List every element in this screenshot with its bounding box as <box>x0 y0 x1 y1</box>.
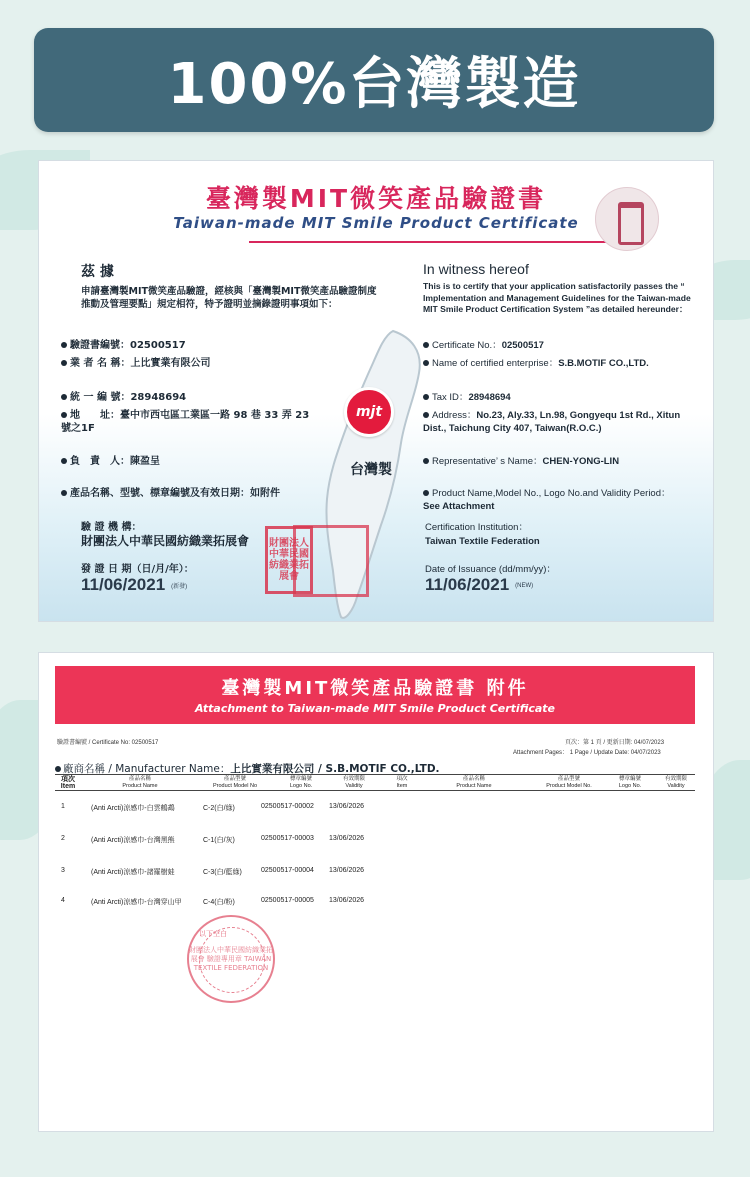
column-header: 標章編號 Logo No. <box>618 776 642 789</box>
certificate-title-zh: 臺灣製MIT微笑產品驗證書 <box>205 184 547 213</box>
tax-id-zh: 統 一 編 號：28948694 <box>61 391 186 404</box>
banner-title: 100%台灣製造 <box>167 52 581 117</box>
table-row <box>55 801 695 815</box>
cell-item: 2 <box>61 835 65 842</box>
column-header: 有效期限 Validity <box>342 776 365 789</box>
certificate-attachment <box>38 652 714 1132</box>
cell-validity: 13/06/2026 <box>329 897 365 904</box>
cert-no-en: Certificate No.：02500517 <box>423 339 544 352</box>
date-label-zh: 發 證 日 期（日/月/年）： <box>81 564 194 575</box>
cert-no-zh: 驗證書編號：02500517 <box>61 339 186 352</box>
cell-logo: 02500517-00004 <box>261 867 314 874</box>
cell-model: C-1(白/灰) <box>203 837 235 844</box>
column-header: 項次 Item <box>60 776 76 790</box>
cell-model: C-2(白/綠) <box>203 805 235 812</box>
column-header: 產品型號 Product Model No <box>212 776 258 789</box>
cell-logo: 02500517-00003 <box>261 835 314 842</box>
title-rule <box>249 241 609 243</box>
institution-label-en: Certification Institution： <box>425 522 528 533</box>
cell-item: 4 <box>61 897 65 904</box>
attachment-cert-no: 驗證書編號 / Certificate No: 02500517 <box>57 740 159 746</box>
cell-logo: 02500517-00005 <box>261 897 314 904</box>
table-row <box>55 833 695 847</box>
attachment-header <box>55 666 695 724</box>
cell-validity: 13/06/2026 <box>329 803 365 810</box>
cell-item: 1 <box>61 803 65 810</box>
date-label-en: Date of Issuance (dd/mm/yy)： <box>425 564 556 575</box>
heading-zh: 茲 據 <box>81 264 114 280</box>
manufacturer-name: 廠商名稱 / Manufacturer Name：上比實業有限公司 / S.B.MOTIF CO.,LTD. <box>55 761 440 776</box>
cell-logo: 02500517-00002 <box>261 803 314 810</box>
address-en: Address：No.23, Aly.33, Ln.98, Gongyequ 1st Rd., Xitun Dist., Taichung City 407, Taiwan(R.O.C.) <box>423 410 681 434</box>
enterprise-en: Name of certified enterprise：S.B.MOTIF CO.,LTD. <box>423 357 649 370</box>
intro-zh <box>81 261 381 311</box>
attachment-title-zh: 臺灣製MIT微笑產品驗證書 附件 <box>221 678 529 699</box>
issue-date-zh: 11/06/2021 (新發) <box>81 575 188 594</box>
cell-validity: 13/06/2026 <box>329 867 365 874</box>
attachment-pages-zh: 頁次：第 1 頁 / 更新日期: 04/07/2023 <box>565 740 665 746</box>
cell-model: C-4(白/粉) <box>203 899 235 906</box>
emblem-icon <box>595 187 659 251</box>
heading-en: In witness hereof <box>423 261 529 277</box>
mit-certificate <box>38 160 714 622</box>
certificate-title-en: Taiwan-made MIT Smile Product Certificate <box>173 214 579 232</box>
product-label-en: Product Name,Model No., Logo No.and Validity Period： See Attachment <box>423 488 671 512</box>
cell-name: (Anti Arcti)涼感巾-諸羅樹蛙 <box>91 869 175 876</box>
representative-zh: 負 責 人：陳盈呈 <box>61 455 160 468</box>
enterprise-zh: 業 者 名 稱：上比實業有限公司 <box>61 357 210 370</box>
attachment-title-en: Attachment to Taiwan-made MIT Smile Product Certificate <box>194 702 556 715</box>
blank-below-note: 以下空白 <box>199 930 227 938</box>
intro-en <box>423 261 695 316</box>
round-seal: 財團法人中華民國紡織業拓展會 驗證專用章 TAIWAN TEXTILE FEDERATION <box>187 915 275 1003</box>
official-seal-outline <box>293 525 369 597</box>
body-en: This is to certify that your application satisfactorily passes the “ Implementation and Management Guidelines for the Taiwan-made MIT Smile Product Certification System ”as detailed hereunder： <box>423 281 691 314</box>
cell-name: (Anti Arcti)涼感巾-台灣黑熊 <box>91 837 175 844</box>
column-header: 項次 Item <box>396 776 408 789</box>
table-row <box>55 895 695 909</box>
body-zh: 申請臺灣製MIT微笑產品驗證，經核與「臺灣製MIT微笑產品驗證制度推動及管理要點」規定相符，特予證明並摘錄證明事項如下： <box>81 286 377 310</box>
column-header: 標章編號 Logo No. <box>289 776 313 789</box>
column-header: 有效期限 Validity <box>664 776 687 789</box>
title-banner <box>34 28 714 132</box>
issue-date-en: 11/06/2021 (NEW) <box>425 575 534 594</box>
attachment-pages-en: Attachment Pages： 1 Page / Update Date: 04/07/2023 <box>513 750 661 756</box>
official-seal: 財團法人中華民國紡織業拓展會 <box>265 526 313 594</box>
column-header: 產品名稱 Product Name <box>122 776 158 789</box>
cell-name: (Anti Arcti)涼感巾-台灣穿山甲 <box>91 899 182 906</box>
cell-item: 3 <box>61 867 65 874</box>
table-header <box>55 774 695 791</box>
institution-label-zh: 驗 證 機 構： <box>81 522 142 533</box>
column-header: 產品型號 Product Model No. <box>546 776 592 789</box>
tax-id-en: Tax ID：28948694 <box>423 391 511 404</box>
institution-zh: 財團法人中華民國紡織業拓展會 <box>81 534 250 548</box>
table-row <box>55 865 695 879</box>
column-header: 產品名稱 Product Name <box>456 776 492 789</box>
mit-smile-logo: mjt <box>344 387 394 437</box>
cell-model: C-3(白/藍綠) <box>203 869 242 876</box>
product-label-zh: 產品名稱、型號、標章編號及有效日期：如附件 <box>61 487 280 500</box>
mit-caption: 台灣製 <box>350 462 392 478</box>
cell-validity: 13/06/2026 <box>329 835 365 842</box>
representative-en: Representative’ s Name：CHEN-YONG-LIN <box>423 455 619 468</box>
institution-en: Taiwan Textile Federation <box>425 536 540 547</box>
address-zh: 地 址：臺中市西屯區工業區一路 98 巷 33 弄 23 號之1F <box>61 410 310 434</box>
cell-name: (Anti Arcti)涼感巾-白雲鶴鵡 <box>91 805 175 812</box>
